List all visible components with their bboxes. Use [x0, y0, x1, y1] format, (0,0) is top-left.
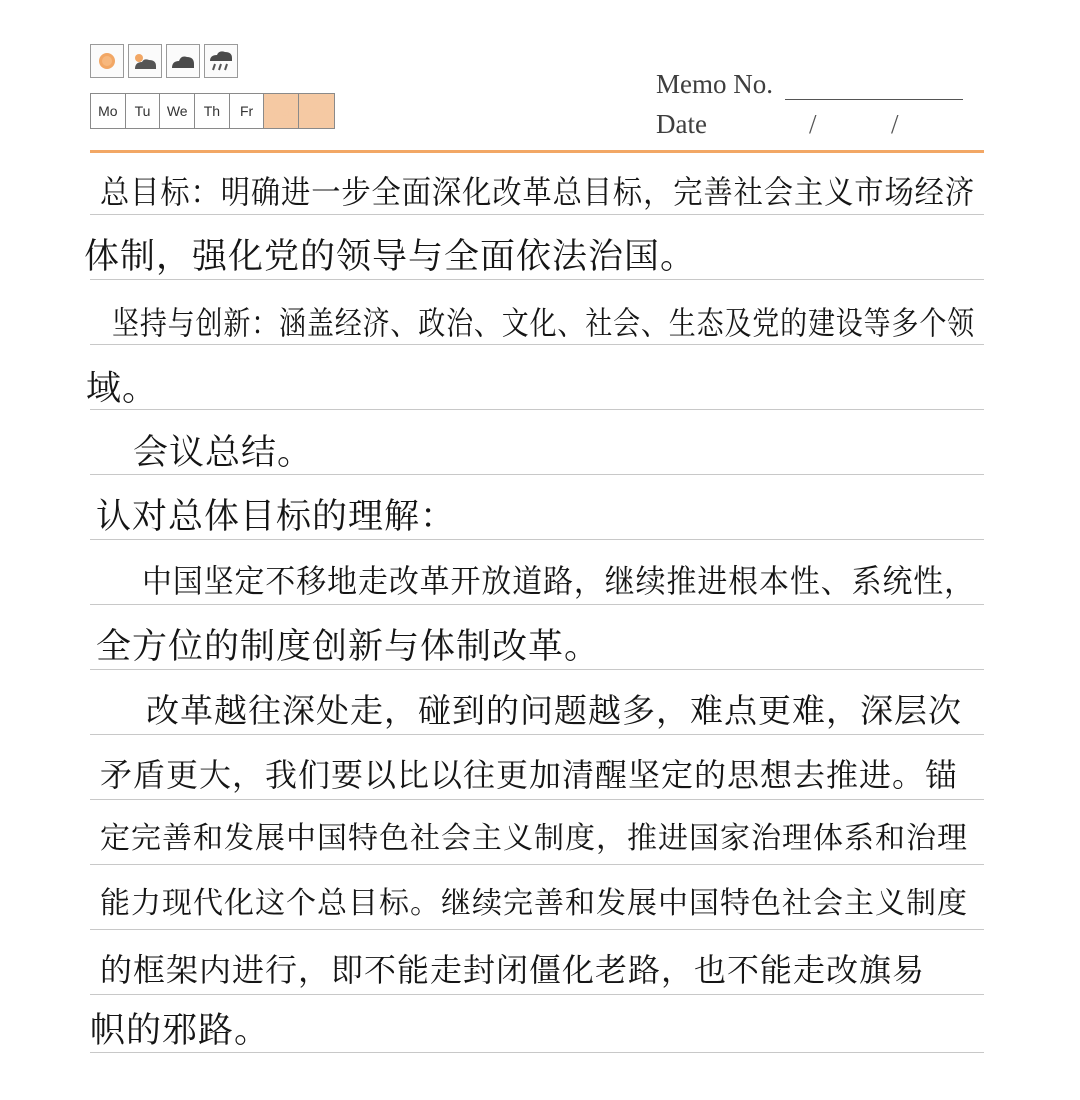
- ruled-line: [90, 604, 984, 605]
- weather-selector: [90, 44, 242, 78]
- memo-line: 域。: [86, 369, 159, 409]
- weekday-tu[interactable]: Tu: [126, 94, 161, 128]
- weekday-su[interactable]: Su: [299, 94, 334, 128]
- ruled-line: [90, 279, 984, 280]
- weather-option-rain[interactable]: [204, 44, 238, 78]
- weather-option-sunny[interactable]: [90, 44, 124, 78]
- ruled-line: [90, 864, 984, 865]
- memo-line: 的框架内进行，即不能走封闭僵化老路，也不能走改旗易: [100, 951, 926, 989]
- ruled-line: [90, 539, 984, 540]
- memo-number-row: [656, 60, 973, 100]
- ruled-line: [90, 734, 984, 735]
- overcast-icon: [169, 49, 197, 73]
- ruled-line: [90, 344, 984, 345]
- weekday-sa[interactable]: Sa: [264, 94, 299, 128]
- header-divider: [90, 150, 984, 153]
- memo-line: 全方位的制度创新与体制改革。: [96, 627, 601, 667]
- weather-option-cloudy[interactable]: [128, 44, 162, 78]
- ruled-line: [90, 474, 984, 475]
- weekday-we[interactable]: We: [160, 94, 195, 128]
- memo-number-field[interactable]: [785, 77, 963, 100]
- memo-line: 体制，强化党的领导与全面依法治国。: [84, 237, 697, 277]
- memo-line: 坚持与创新：涵盖经济、政治、文化、社会、生态及党的建设等多个领: [112, 304, 976, 342]
- date-row: [656, 100, 973, 140]
- memo-line: 认对总体目标的理解：: [96, 497, 457, 537]
- memo-line: 定完善和发展中国特色社会主义制度，推进国家治理体系和治理: [100, 821, 968, 856]
- weather-option-overcast[interactable]: [166, 44, 200, 78]
- cloudy-icon: [131, 49, 159, 73]
- rain-icon: [207, 48, 235, 74]
- memo-line: 改革越往深处走，碰到的问题越多，难点更难，深层次: [146, 691, 962, 730]
- date-field[interactable]: [809, 109, 973, 140]
- ruled-line: [90, 409, 984, 410]
- memo-line: 能力现代化这个总目标。继续完善和发展中国特色社会主义制度: [100, 886, 968, 921]
- ruled-line: [90, 994, 984, 995]
- weekday-selector: [90, 93, 335, 129]
- memo-header: [656, 60, 973, 140]
- date-label: Date: [656, 109, 707, 139]
- memo-line: 帜的邪路。: [90, 1011, 271, 1051]
- memo-line: 矛盾更大，我们要以比以往更加清醒坚定的思想去推进。锚: [100, 756, 959, 794]
- ruled-line: [90, 669, 984, 670]
- memo-line: 中国坚定不移地走改革开放道路，继续推进根本性、系统性，: [142, 562, 976, 600]
- ruled-line: [90, 214, 984, 215]
- ruled-line: [90, 929, 984, 930]
- weekday-th[interactable]: Th: [195, 94, 230, 128]
- date-separator: /: [808, 109, 817, 139]
- ruled-line: [90, 799, 984, 800]
- memo-number-label: Memo No.: [656, 69, 773, 99]
- sunny-icon: [95, 49, 119, 73]
- date-separator: /: [890, 109, 899, 139]
- memo-line: 会议总结。: [133, 433, 314, 473]
- weekday-mo[interactable]: Mo: [91, 94, 126, 128]
- ruled-line: [90, 1052, 984, 1053]
- memo-line: 总目标：明确进一步全面深化改革总目标，完善社会主义市场经济: [100, 173, 975, 211]
- weekday-fr[interactable]: Fr: [230, 94, 265, 128]
